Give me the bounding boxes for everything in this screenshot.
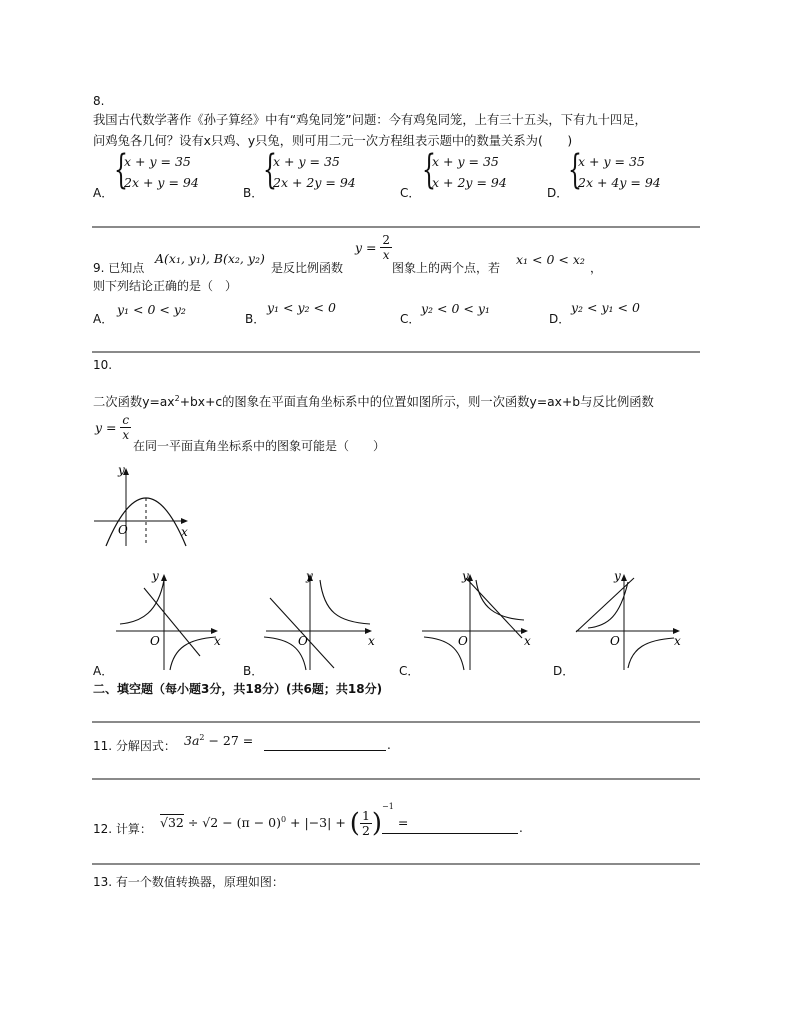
- q9-comma: ，: [590, 261, 603, 275]
- line-graph: [576, 578, 634, 632]
- q10-option-c-label[interactable]: C．: [399, 664, 420, 678]
- fraction-denominator: x: [382, 248, 390, 262]
- divider: [92, 721, 700, 723]
- q8-option-label: C．: [400, 186, 421, 200]
- q11-expression: [184, 733, 253, 748]
- equation-system: [114, 147, 224, 195]
- q9-option-label: C．: [400, 312, 421, 326]
- q10-line1-b: +bx+c的图象在平面直角坐标系中的位置如图所示，则一次函数y=ax+b与反比例函数: [179, 395, 654, 409]
- q9-mid-text: 是反比例函数: [271, 261, 344, 275]
- q12-equals: =: [393, 815, 409, 830]
- q9-option-label: A．: [93, 312, 114, 326]
- q10-option-c-graph[interactable]: [418, 568, 536, 672]
- q10-option-d-label[interactable]: D．: [553, 664, 575, 678]
- brace-icon: {: [263, 147, 277, 193]
- q10-line1: [93, 392, 654, 410]
- q10-line2: 在同一平面直角坐标系中的图象可能是（ ）: [133, 439, 386, 453]
- q9-after-text: 图象上的两个点，若: [392, 261, 501, 275]
- q9-prefix: 9. 已知点: [93, 261, 145, 275]
- q12-sqrt32: √32: [160, 815, 184, 830]
- q9-option-label: B．: [245, 312, 266, 326]
- equation-1: x + y = 35: [273, 154, 340, 169]
- q8-text-line1: 我国古代数学著作《孙子算经》中有“鸡兔同笼”问题：今有鸡兔同笼，上有三十五头，下有九十四足，: [93, 113, 647, 127]
- brace-icon: {: [568, 147, 582, 193]
- q9-option-label: D．: [549, 312, 571, 326]
- equation-system: [568, 147, 678, 195]
- fraction: [360, 809, 372, 838]
- equation-2: 2x + 2y = 94: [273, 175, 356, 190]
- equation-2: x + 2y = 94: [432, 175, 507, 190]
- answer-blank[interactable]: [382, 833, 518, 834]
- line-graph: [466, 578, 522, 638]
- y-axis-arrow: [621, 574, 627, 581]
- x-axis-arrow: [181, 518, 188, 524]
- section-title: 二、填空题（每小题3分，共18分）(共6题；共18分): [93, 682, 383, 696]
- x-label: x: [214, 634, 221, 648]
- fraction: [120, 413, 131, 442]
- q9-option-expr: y₁ < 0 < y₂: [117, 302, 186, 317]
- fraction-numerator: c: [122, 413, 130, 427]
- q10-line1-a: 二次函数y=ax: [93, 395, 175, 409]
- y-label: y: [614, 569, 621, 583]
- hyperbola-branch: [628, 638, 674, 668]
- divider: [92, 778, 700, 780]
- q12-sqrt2: √2: [202, 815, 219, 830]
- origin-label: O: [610, 634, 620, 648]
- origin-label: O: [458, 634, 468, 648]
- q9-condition: x₁ < 0 < x₂: [516, 252, 585, 267]
- parabola-graph: [92, 462, 194, 550]
- equation-1: x + y = 35: [124, 154, 191, 169]
- q11-prefix: 11. 分解因式：: [93, 739, 176, 753]
- q10-exponent: 2: [174, 393, 180, 403]
- q12-abs-term: + |−3| +: [286, 815, 350, 830]
- q12-suffix: .: [519, 821, 523, 835]
- brace-icon: {: [114, 147, 128, 193]
- fraction-numerator: 2: [382, 233, 390, 247]
- q12-pi-term: − (π − 0): [218, 815, 281, 830]
- hyperbola-branch: [120, 580, 164, 624]
- q11-exponent: 2: [199, 733, 205, 742]
- q10-option-d-graph[interactable]: [572, 568, 686, 672]
- q8-option-label: A．: [93, 186, 114, 200]
- divider: [92, 226, 700, 228]
- fraction-denominator: x: [122, 428, 130, 442]
- q9-option-expr: y₂ < y₁ < 0: [571, 300, 640, 315]
- y-label: y: [462, 569, 469, 583]
- divider: [92, 351, 700, 353]
- q8-number: 8.: [93, 94, 105, 108]
- function-lhs: y =: [355, 240, 377, 255]
- q10-number: 10.: [93, 358, 113, 372]
- x-label: x: [674, 634, 681, 648]
- x-label: x: [368, 634, 375, 648]
- q11-suffix: .: [387, 738, 391, 752]
- q10-option-b-label[interactable]: B．: [243, 664, 264, 678]
- q9-option-expr: y₁ < y₂ < 0: [267, 300, 336, 315]
- answer-blank[interactable]: [264, 750, 386, 751]
- q12-exp-minus1: −1: [382, 802, 394, 811]
- q10-function: [95, 413, 131, 442]
- q9-points: A(x₁, y₁), B(x₂, y₂): [155, 251, 265, 266]
- x-label: x: [524, 634, 531, 648]
- origin-label: O: [298, 634, 308, 648]
- y-label: y: [118, 463, 125, 477]
- q10-option-b-graph[interactable]: [262, 568, 378, 672]
- q11-expr-b: − 27 =: [204, 733, 254, 749]
- equation-1: x + y = 35: [432, 154, 499, 169]
- y-label: y: [306, 569, 313, 583]
- fraction-numerator: 1: [361, 808, 370, 823]
- x-label: x: [181, 525, 188, 539]
- equation-2: 2x + y = 94: [124, 175, 199, 190]
- q8-option-label: B．: [243, 186, 264, 200]
- origin-label: O: [118, 523, 128, 537]
- y-axis-arrow: [161, 574, 167, 581]
- function-lhs: y =: [95, 420, 117, 435]
- q12-exp0: 0: [280, 814, 287, 824]
- q10-option-a-label[interactable]: A．: [93, 664, 114, 678]
- fraction: [380, 233, 392, 262]
- divider: [92, 863, 700, 865]
- q9-option-expr: y₂ < 0 < y₁: [421, 301, 490, 316]
- q12-prefix: 12. 计算：: [93, 822, 152, 836]
- q11-expr-a: 3a: [184, 733, 200, 749]
- equation-system: [422, 147, 532, 195]
- q8-text-line2: 问鸡兔各几何？设有x只鸡、y只兔，则可用二元一次方程组表示题中的数量关系为( ): [93, 134, 573, 148]
- q13-text: 13. 有一个数值转换器，原理如图：: [93, 875, 284, 889]
- y-label: y: [152, 569, 159, 583]
- origin-label: O: [150, 634, 160, 648]
- q8-option-label: D．: [547, 186, 569, 200]
- q9-function: [355, 233, 392, 262]
- q12-expression: $√32 \div √2 - (\pi - 0)^0 + |-3|$ + ( $\frac{1}{2}$ )$^{-1}$ =: [160, 802, 409, 839]
- hyperbola-branch: [170, 637, 216, 670]
- equation-system: [263, 147, 373, 195]
- q10-option-a-graph[interactable]: [112, 568, 224, 672]
- q12-div: ÷: [183, 815, 203, 830]
- equation-2: 2x + 4y = 94: [578, 175, 661, 190]
- equation-1: x + y = 35: [578, 154, 645, 169]
- fraction-denominator: 2: [361, 823, 370, 838]
- brace-icon: {: [422, 147, 436, 193]
- q9-line2: 则下列结论正确的是（ ）: [93, 279, 238, 293]
- hyperbola-branch: [320, 580, 370, 624]
